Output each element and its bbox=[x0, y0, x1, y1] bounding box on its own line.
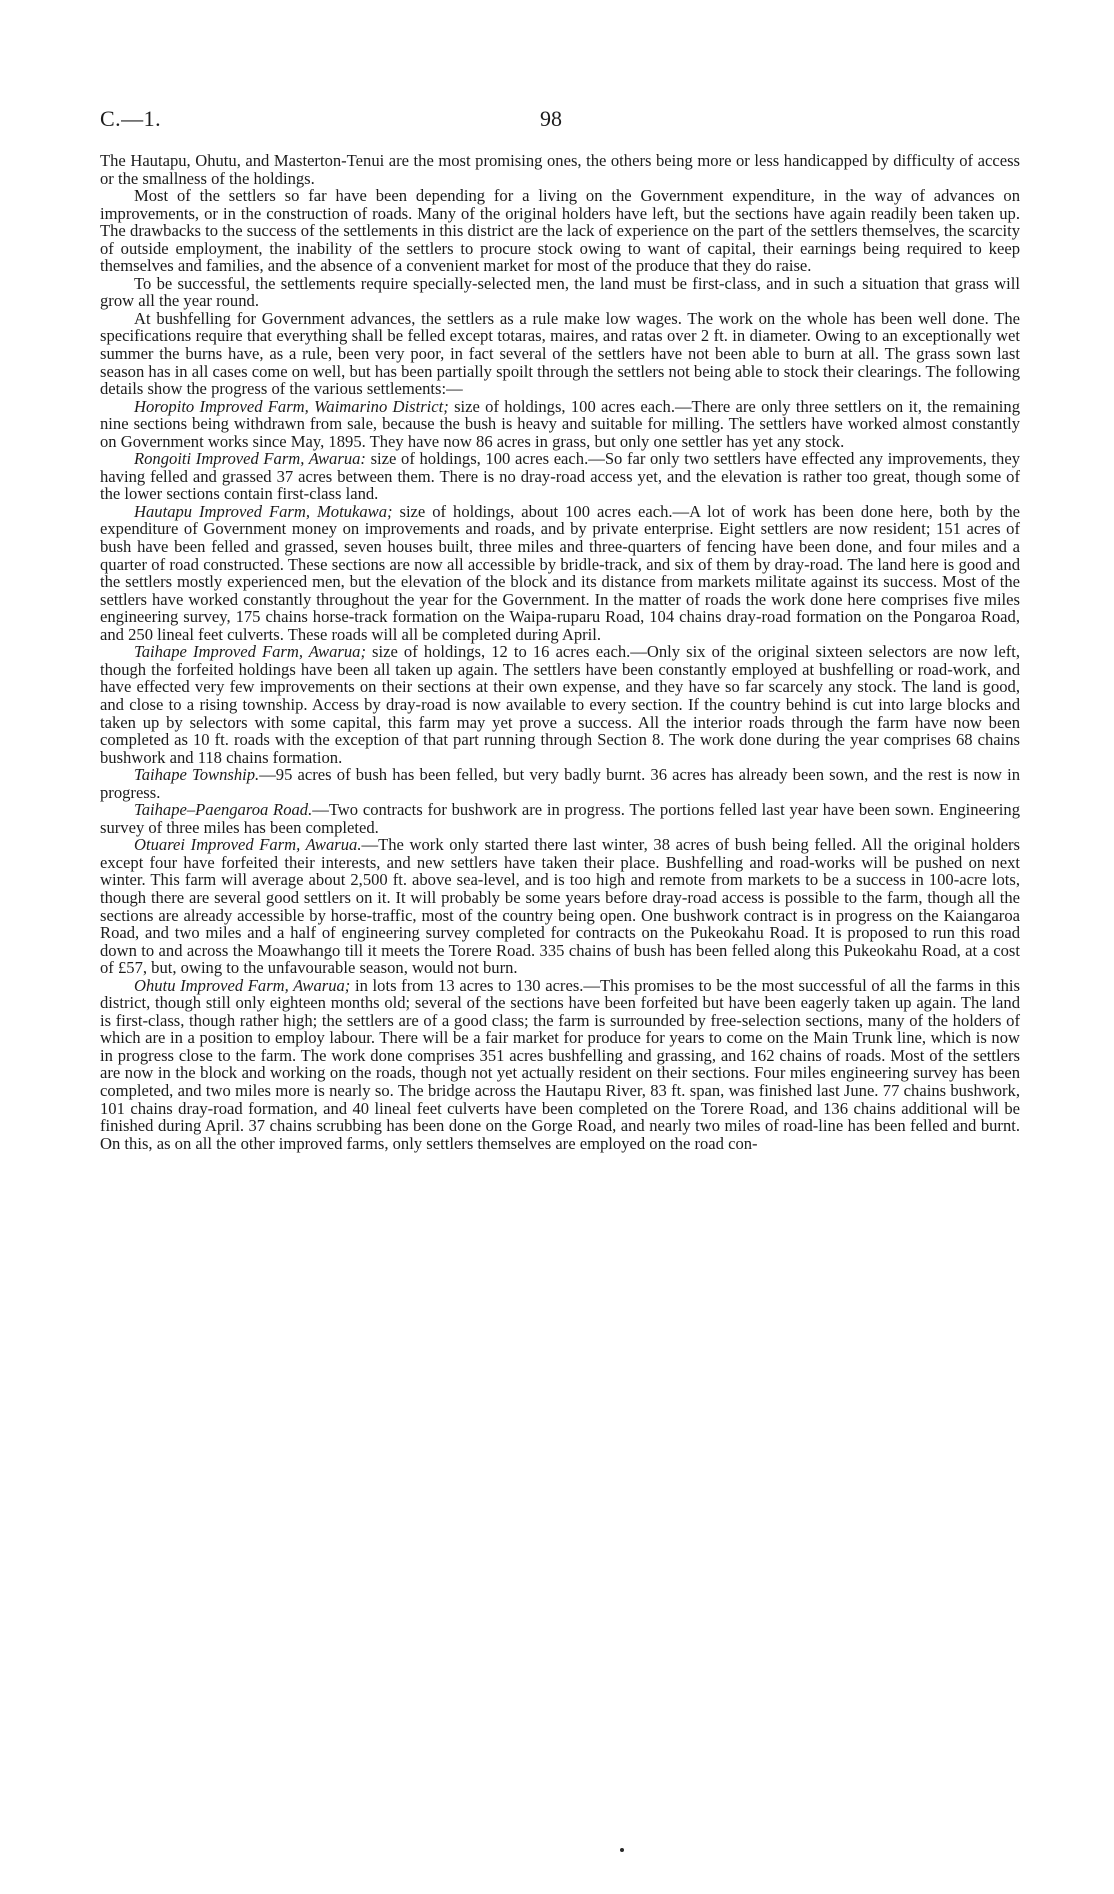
paragraph bbox=[100, 977, 1020, 1152]
paragraph-text: —The work only started there last winter, 38 acres of bush being felled. All the original holders except four have forfeited their interests, and new settlers have taken their place. Bushfelling and road-works will be pushed on next winter. This farm will average about 2,500 ft. above sea-level, and is too high and remote from markets to be a success in 100-acre lots, though there are several good settlers on it. It will probably be some years before dray-road access is possible to the farm, though all the sections are already accessible by horse-traffic, most of the country being open. One bushwork contract is in progress on the Kaiangaroa Road, and two miles and a half of engineering survey completed for contracts on the Pukeokahu Road. It is proposed to run this road down to and across the Moawhango till it meets the Torere Road. 335 chains of bush has been felled along this Pukeokahu Road, at a cost of £57, but, owing to the unfavourable season, would not burn. bbox=[100, 835, 1020, 978]
document-reference: C.—1. bbox=[100, 106, 162, 131]
paragraph bbox=[100, 152, 1020, 187]
paragraph-lead: Otuarei Improved Farm, Awarua. bbox=[134, 835, 362, 855]
paragraph-lead: Taihape–Paengaroa Road. bbox=[134, 800, 313, 820]
paragraph-text: in lots from 13 acres to 130 acres.—This promises to be the most successful of all the farms in this district, though still only eighteen months old; several of the sections have been forfeited but have been eagerly taken up again. The land is first-class, though rather high; the settlers are of a good class; the farm is surrounded by free-selection sections, many of the holders of which are in a position to employ labour. There will be a fair market for produce for years to come on the Main Trunk line, which is now in progress close to the farm. The work done comprises 351 acres bushfelling and grassing, and 162 chains of roads. Most of the settlers are now in the block and working on the roads, though not yet actually resident on their sections. Four miles engineering survey has been completed, and two miles more is nearly so. The bridge across the Hautapu River, 83 ft. span, was finished last June. 77 chains bushwork, 101 chains dray-road formation, and 40 lineal feet culverts have been completed on the Torere Road, and 136 chains additional will be finished during April. 37 chains scrubbing has been done on the Gorge Road, and nearly two miles of road-line has been felled and burnt. On this, as on all the other improved farms, only settlers themselves are employed on the road con- bbox=[100, 975, 1020, 1153]
paragraph bbox=[100, 450, 1020, 503]
paragraph-lead: Horopito Improved Farm, Waimarino District; bbox=[134, 396, 449, 416]
paragraph bbox=[100, 643, 1020, 766]
paragraph-text: To be successful, the settlements require specially-selected men, the land must be first-class, and in such a situation that grass will grow all the year round. bbox=[100, 273, 1020, 311]
paragraph-lead: Hautapu Improved Farm, Motukawa; bbox=[134, 501, 393, 521]
paragraph bbox=[100, 187, 1020, 275]
printer-mark bbox=[620, 1848, 624, 1852]
paragraph-lead: Taihape Township. bbox=[134, 765, 260, 785]
paragraph-text: size of holdings, 100 acres each.—So far only two settlers have effected any improvements, they having felled and grassed 37 acres between them. There is no dray-road access yet, and the elevation is rather too great, though some of the lower sections contain first-class land. bbox=[100, 449, 1020, 504]
paragraph-text: size of holdings, 100 acres each.—There are only three settlers on it, the remaining nine sections being withdrawn from sale, because the bush is heavy and suitable for milling. The settlers have worked almost constantly on Government works since May, 1895. They have now 86 acres in grass, but only one settler has yet any stock. bbox=[100, 396, 1021, 451]
paragraph-lead: Taihape Improved Farm, Awarua; bbox=[134, 642, 366, 662]
paragraph-text: Most of the settlers so far have been depending for a living on the Government expenditure, in the way of advances on improvements, or in the construction of roads. Many of the original holders have left, but the sections have again readily been taken up. The drawbacks to the success of the settlements in this district are the lack of experience on the part of the settlers themselves, the scarcity of outside employment, the inability of the settlers to procure stock owing to want of capital, their earnings being required to keep themselves and families, and the absence of a convenient market for most of the produce that they do raise. bbox=[100, 186, 1020, 276]
paragraph-lead: Rongoiti Improved Farm, Awarua: bbox=[134, 449, 366, 469]
paragraph bbox=[100, 766, 1020, 801]
paragraph bbox=[100, 801, 1020, 836]
paragraph-lead: Ohutu Improved Farm, Awarua; bbox=[134, 975, 351, 995]
body-text bbox=[100, 152, 1020, 1152]
paragraph-text: —95 acres of bush has been felled, but very badly burnt. 36 acres has already been sown, and the rest is now in progress. bbox=[100, 765, 1020, 802]
paragraph bbox=[100, 836, 1020, 976]
paragraph-text: —Two contracts for bushwork are in progress. The portions felled last year have been sown. Engineering survey of three miles has been completed. bbox=[100, 800, 1020, 837]
paragraph-text: size of holdings, about 100 acres each.—A lot of work has been done here, both by the expenditure of Government money on improvements and roads, and by private enterprise. Eight settlers are now resident; 151 acres of bush have been felled and grassed, seven houses built, three miles and three-quarters of fencing have been done, and four miles and a quarter of road constructed. These sections are now all accessible by bridle-track, and six of them by dray-road. The land here is good and the settlers mostly experienced men, but the elevation of the block and its distance from markets militate against its success. Most of the settlers have worked constantly throughout the year for the Government. In the matter of roads the work done here comprises five miles engineering survey, 175 chains horse-track formation on the Waipa-ruparu Road, 104 chains dray-road formation on the Pongaroa Road, and 250 lineal feet culverts. These roads will all be completed during April. bbox=[100, 501, 1020, 644]
paragraph bbox=[100, 310, 1020, 398]
paragraph bbox=[100, 503, 1020, 643]
paragraph-text: At bushfelling for Government advances, the settlers as a rule make low wages. The work on the whole has been well done. The specifications require that everything shall be felled except totaras, maires, and ratas over 2 ft. in diameter. Owing to an exceptionally wet summer the burns have, as a rule, been very poor, in fact several of the settlers have not been able to burn at all. The grass sown last season has in all cases come on well, but has been partially spoilt through the settlers not being able to stock their clearings. The following details show the progress of the various settlements:— bbox=[100, 308, 1020, 399]
page-header bbox=[100, 106, 1020, 140]
paragraph bbox=[100, 398, 1020, 451]
paragraph bbox=[100, 275, 1020, 310]
paragraph-text: The Hautapu, Ohutu, and Masterton-Tenui are the most promising ones, the others being more or less handicapped by difficulty of access or the smallness of the holdings. bbox=[100, 151, 1020, 188]
page-number: 98 bbox=[540, 106, 562, 131]
paragraph-text: size of holdings, 12 to 16 acres each.—Only six of the original sixteen selectors are now left, though the forfeited holdings have been all taken up again. The settlers have been constantly employed at bushfelling or road-work, and have effected very few improvements on their sections at their own expense, and they have so far scarcely any stock. The land is good, and close to a rising township. Access by dray-road is now available to every section. If the country behind is cut into large blocks and taken up by selectors with some capital, this farm may yet prove a success. All the interior roads through the farm have now been completed as 10 ft. roads with the exception of that part running through Section 8. The work done during the year comprises 68 chains bushwork and 118 chains formation. bbox=[100, 642, 1020, 767]
